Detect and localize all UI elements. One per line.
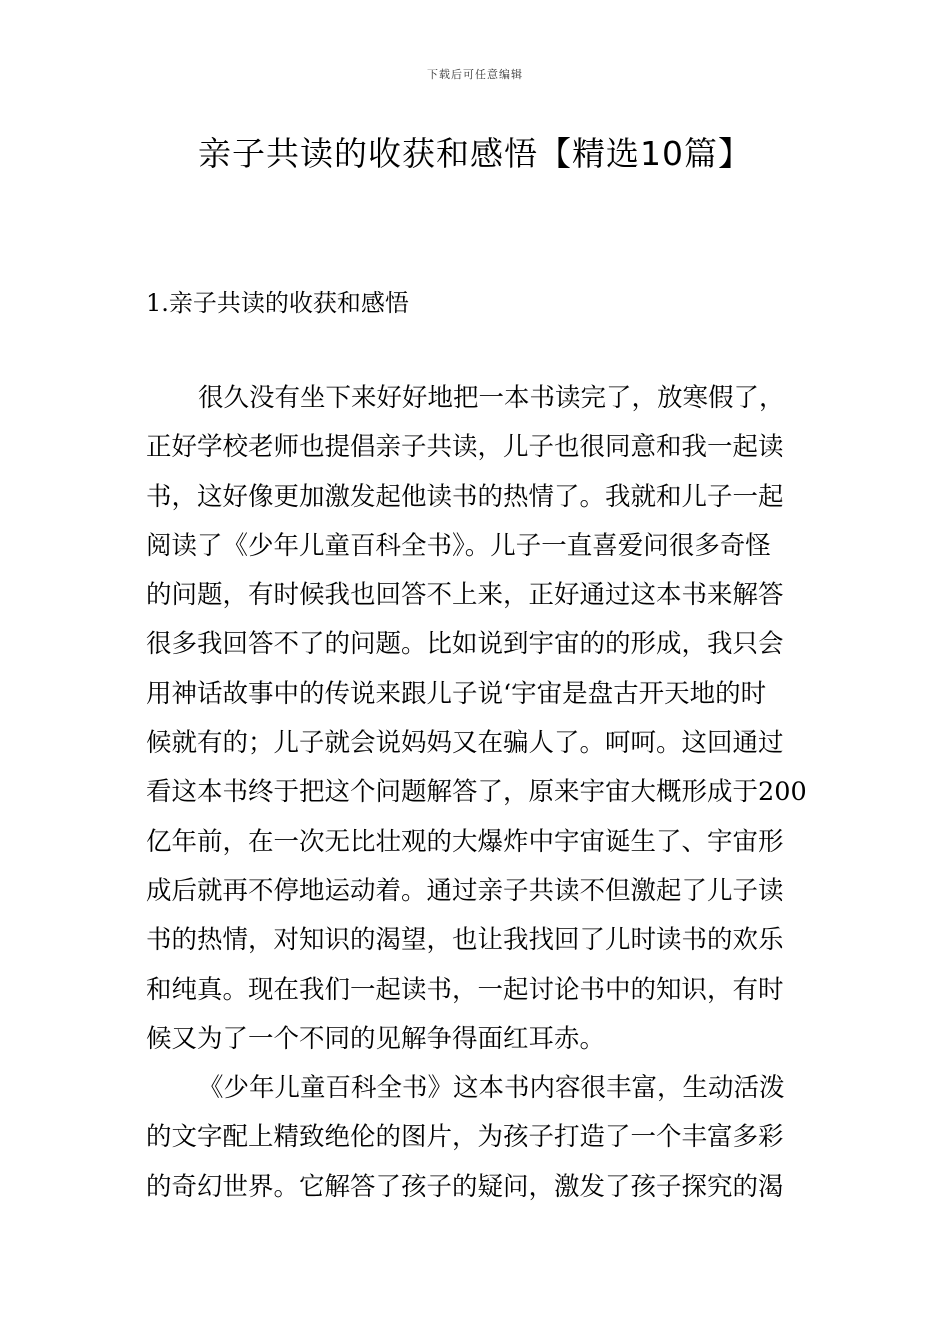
paragraph-line: 《少年儿童百科全书》这本书内容很丰富，生动活泼 [198,1073,785,1104]
paragraph-line: 用神话故事中的传说来跟儿子说‘宇宙是盘古开天地的时 [146,678,767,709]
paragraph-line: 正好学校老师也提倡亲子共读，儿子也很同意和我一起读 [146,432,784,463]
paragraph-line: 候又为了一个不同的见解争得面红耳赤。 [146,1023,606,1054]
paragraph-line: 成后就再不停地运动着。通过亲子共读不但激起了儿子读 [146,875,784,906]
document-title: 亲子共读的收获和感悟【精选10篇】 [198,134,752,173]
paragraph-line: 很多我回答不了的问题。比如说到宇宙的的形成，我只会 [146,629,784,660]
paragraph-line: 的问题，有时候我也回答不上来，正好通过这本书来解答 [146,580,784,611]
paragraph-line: 和纯真。现在我们一起读书，一起讨论书中的知识，有时 [146,974,784,1005]
paragraph-line: 的奇幻世界。它解答了孩子的疑问，激发了孩子探究的渴 [146,1171,784,1202]
section-heading: 1.亲子共读的收获和感悟 [146,289,409,317]
paragraph-line: 书，这好像更加激发起他读书的热情了。我就和儿子一起 [146,481,784,512]
paragraph-line: 看这本书终于把这个问题解答了，原来宇宙大概形成于200 [146,777,807,808]
paragraph-line: 亿年前，在一次无比壮观的大爆炸中宇宙诞生了、宇宙形 [146,826,784,857]
paragraph-line: 书的热情，对知识的渴望，也让我找回了儿时读书的欢乐 [146,925,784,956]
paragraph-line: 的文字配上精致绝伦的图片，为孩子打造了一个丰富多彩 [146,1122,784,1153]
body-text [146,374,811,1212]
paragraph-line: 候就有的；儿子就会说妈妈又在骗人了。呵呵。这回通过 [146,728,784,759]
paragraph-line: 很久没有坐下来好好地把一本书读完了，放寒假了， [198,383,785,413]
paragraph-line: 阅读了《少年儿童百科全书》。儿子一直喜爱问很多奇怪 [146,530,771,561]
header-note: 下载后可任意编辑 [427,68,523,81]
